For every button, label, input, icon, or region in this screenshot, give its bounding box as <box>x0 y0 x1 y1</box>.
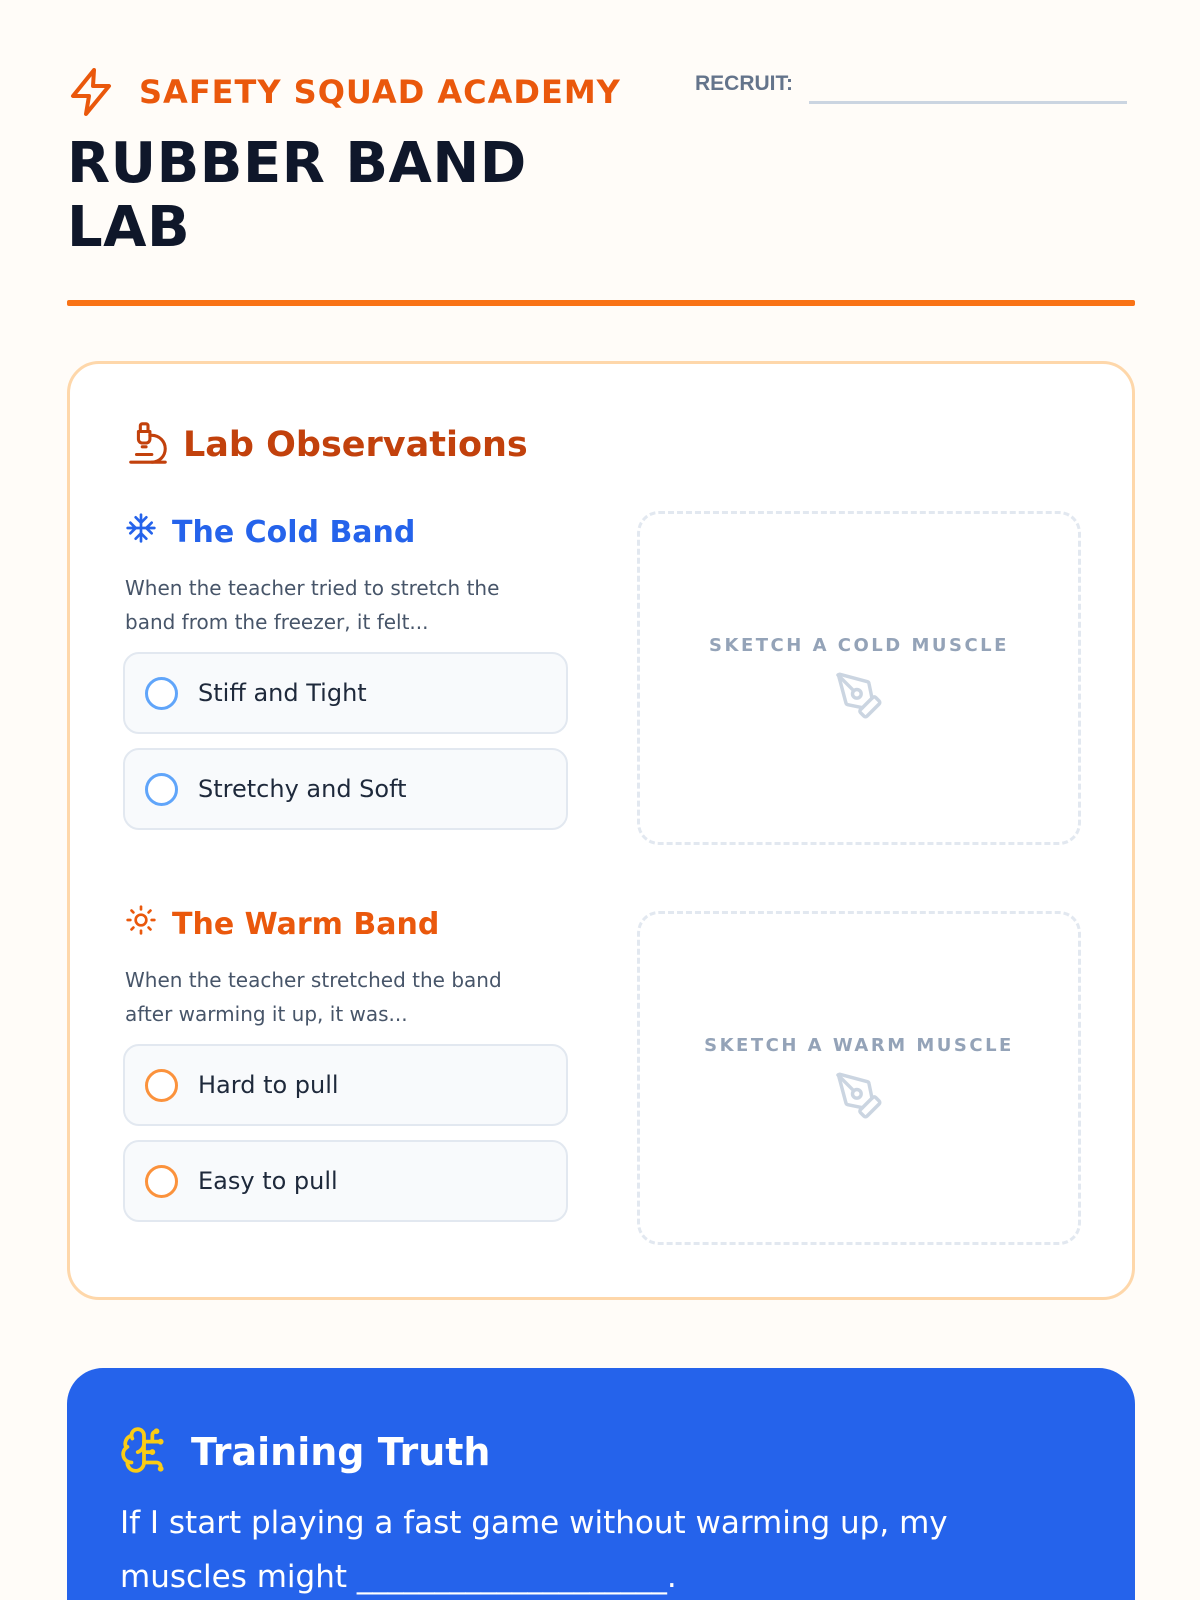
option-label: Easy to pull <box>198 1167 338 1195</box>
recruit-label: RECRUIT: <box>695 72 793 95</box>
page-title <box>67 132 627 260</box>
page-title-line1: RUBBER BAND <box>67 131 527 196</box>
cold-band-title <box>125 512 415 552</box>
radio-button[interactable] <box>145 1069 178 1102</box>
cold-band-description: When the teacher tried to stretch the band from the freezer, it felt... <box>125 576 500 634</box>
recruit-name-line[interactable] <box>809 101 1127 104</box>
cold-sketch-label: SKETCH A COLD MUSCLE <box>709 635 1009 656</box>
lab-observations-card <box>67 361 1135 1300</box>
brand-name: SAFETY SQUAD ACADEMY <box>139 73 621 111</box>
warm-band-title <box>125 904 439 944</box>
training-truth-card <box>67 1368 1135 1600</box>
training-truth-prompt: If I start playing a fast game without warming up, my muscles might ____________________. <box>120 1505 948 1595</box>
page-title-line2: LAB <box>67 195 191 260</box>
radio-button[interactable] <box>145 773 178 806</box>
warm-band-description: When the teacher stretched the band after warming it up, it was... <box>125 968 502 1026</box>
training-truth-heading <box>119 1424 490 1480</box>
header-divider <box>67 300 1135 306</box>
radio-button[interactable] <box>145 677 178 710</box>
pen-tool-icon <box>833 670 885 722</box>
lightning-icon <box>67 66 115 118</box>
warm-option-hard[interactable] <box>123 1044 568 1126</box>
cold-band-title-text: The Cold Band <box>172 514 416 550</box>
lab-heading-text: Lab Observations <box>183 425 528 465</box>
lab-heading <box>125 420 528 470</box>
brain-icon <box>119 1424 169 1480</box>
brand-row <box>67 66 621 118</box>
sun-icon <box>125 904 157 944</box>
warm-option-easy[interactable] <box>123 1140 568 1222</box>
pen-tool-icon <box>833 1070 885 1122</box>
cold-option-stiff[interactable] <box>123 652 568 734</box>
warm-sketch-label: SKETCH A WARM MUSCLE <box>704 1035 1014 1056</box>
cold-option-stretchy[interactable] <box>123 748 568 830</box>
radio-button[interactable] <box>145 1165 178 1198</box>
microscope-icon <box>125 420 171 470</box>
option-label: Stretchy and Soft <box>198 775 407 803</box>
cold-sketch-area[interactable] <box>637 511 1081 845</box>
training-truth-title: Training Truth <box>191 1430 491 1474</box>
warm-sketch-area[interactable] <box>637 911 1081 1245</box>
option-label: Hard to pull <box>198 1071 339 1099</box>
page-header <box>67 66 1135 306</box>
option-label: Stiff and Tight <box>198 679 367 707</box>
warm-band-title-text: The Warm Band <box>172 906 440 942</box>
snowflake-icon <box>125 512 157 552</box>
recruit-field <box>695 72 1127 96</box>
